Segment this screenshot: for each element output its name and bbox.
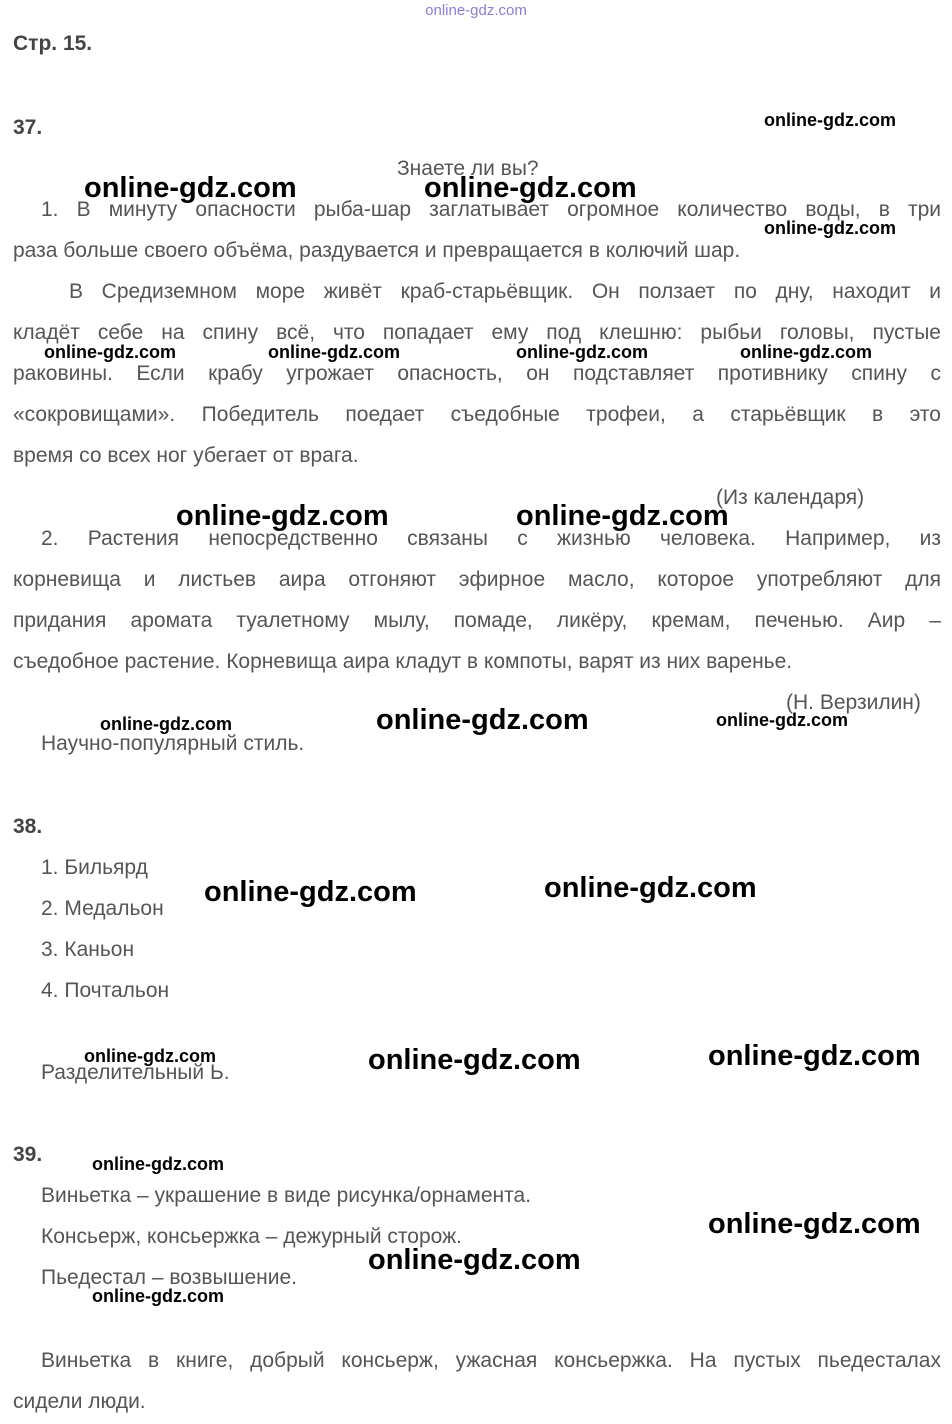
watermark: online-gdz.com — [740, 342, 872, 362]
text-line: раковины. Если крабу угрожает опасность, он подставляет противнику спину с — [13, 362, 941, 385]
list-item: 2. Медальон — [41, 897, 164, 920]
text-line: придания аромата туалетному мылу, помаде, ликёру, кремам, печенью. Аир – — [13, 609, 941, 632]
watermark: online-gdz.com — [204, 876, 417, 908]
task-37-heading: Знаете ли вы? — [397, 157, 539, 180]
text-line: сидели люди. — [13, 1390, 146, 1413]
text-line: кладёт себе на спину всё, что попадает ему под клешню: рыбьи головы, пустые — [13, 321, 941, 344]
text-line: В Средиземном море живёт краб-старьёвщик. Он ползает по дну, находит и — [69, 280, 941, 303]
list-item: 1. Бильярд — [41, 856, 148, 879]
watermark: online-gdz.com — [424, 172, 637, 204]
watermark: online-gdz.com — [176, 500, 389, 532]
watermark: online-gdz.com — [708, 1208, 921, 1240]
task-38-number: 38. — [13, 815, 43, 838]
watermark: online-gdz.com — [368, 1044, 581, 1076]
definition-line: Пьедестал – возвышение. — [41, 1266, 297, 1289]
watermark: online-gdz.com — [92, 1286, 224, 1306]
list-item: 4. Почтальон — [41, 979, 170, 1002]
text-line: Виньетка в книге, добрый консьерж, ужасная консьержка. На пустых пьедесталах — [41, 1349, 941, 1372]
text-line: раза больше своего объёма, раздувается и превращается в колючий шар. — [13, 239, 741, 262]
task-37-number: 37. — [13, 116, 43, 139]
source-citation: (Н. Верзилин) — [786, 691, 921, 714]
site-watermark-top: online-gdz.com — [425, 2, 527, 19]
watermark: online-gdz.com — [268, 342, 400, 362]
watermark: online-gdz.com — [84, 1046, 216, 1066]
source-citation: (Из календаря) — [716, 486, 865, 509]
text-line: 2. Растения непосредственно связаны с жизнью человека. Например, из — [41, 527, 941, 550]
definition-line: Консьерж, консьержка – дежурный сторож. — [41, 1225, 462, 1248]
watermark: online-gdz.com — [544, 872, 757, 904]
page-title: Стр. 15. — [13, 32, 93, 55]
list-item: 3. Каньон — [41, 938, 135, 961]
watermark: online-gdz.com — [100, 714, 232, 734]
text-line: корневища и листьев аира отгоняют эфирное масло, которое употребляют для — [13, 568, 941, 591]
watermark: online-gdz.com — [516, 500, 729, 532]
text-line: «сокровищами». Победитель поедает съедобные трофеи, а старьёвщик в это — [13, 403, 941, 426]
watermark: online-gdz.com — [764, 110, 896, 130]
watermark: online-gdz.com — [716, 710, 848, 730]
watermark: online-gdz.com — [376, 704, 589, 736]
watermark: online-gdz.com — [84, 172, 297, 204]
definition-line: Виньетка – украшение в виде рисунка/орнамента. — [41, 1184, 532, 1207]
style-answer: Научно-популярный стиль. — [41, 732, 305, 755]
watermark: online-gdz.com — [708, 1040, 921, 1072]
watermark: online-gdz.com — [764, 218, 896, 238]
text-line: 1. В минуту опасности рыба-шар заглатывает огромное количество воды, в три — [41, 198, 941, 221]
text-line: время со всех ног убегает от врага. — [13, 444, 359, 467]
watermark: online-gdz.com — [516, 342, 648, 362]
text-line: съедобное растение. Корневища аира кладут в компоты, варят из них варенье. — [13, 650, 793, 673]
watermark: online-gdz.com — [368, 1244, 581, 1276]
watermark: online-gdz.com — [44, 342, 176, 362]
watermark: online-gdz.com — [92, 1154, 224, 1174]
task-39-number: 39. — [13, 1143, 43, 1166]
rule-answer: Разделительный Ь. — [41, 1061, 230, 1084]
